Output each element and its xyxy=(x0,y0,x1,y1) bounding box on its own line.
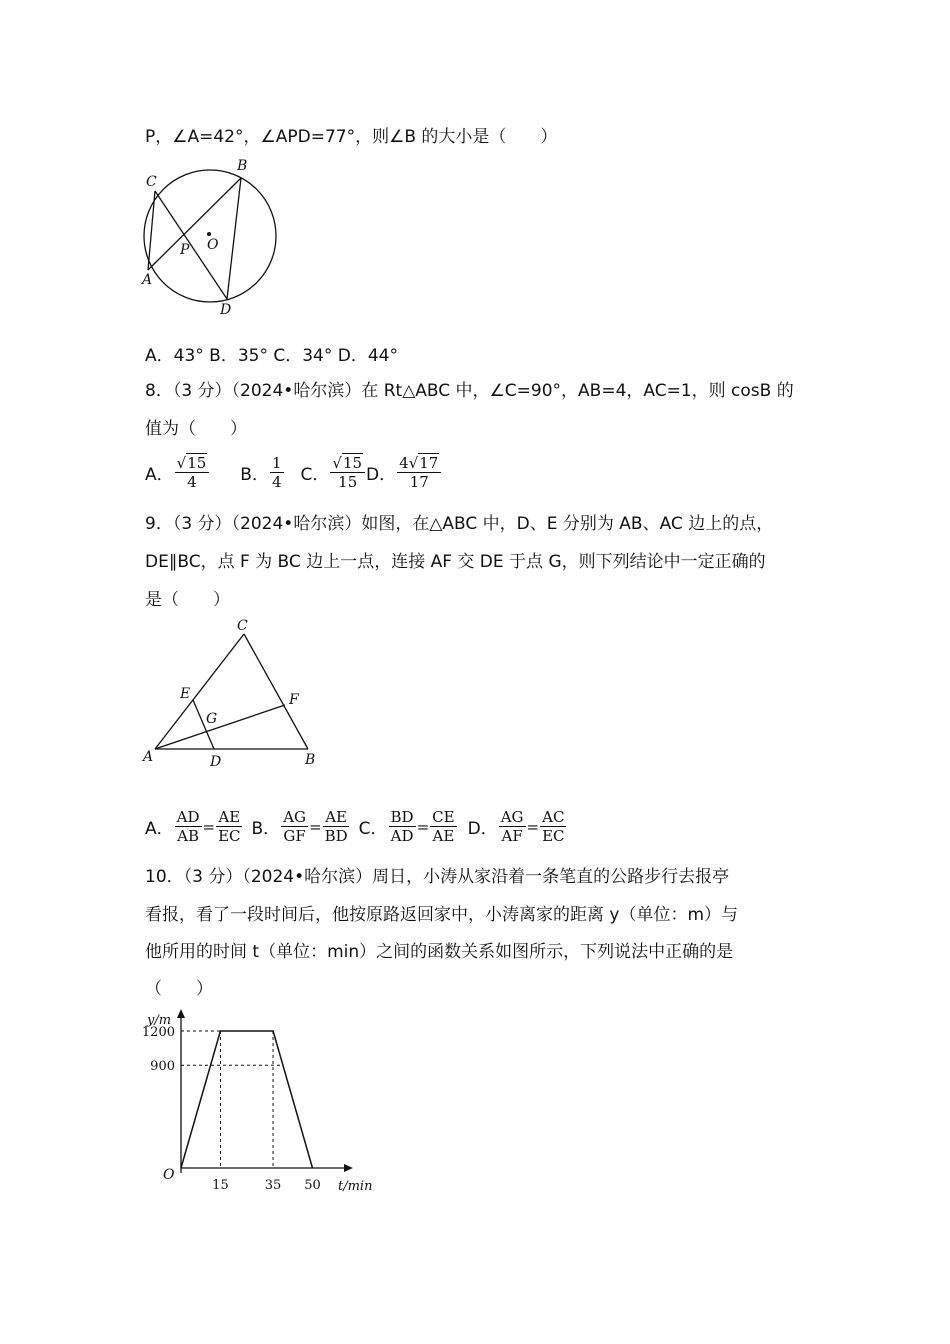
label-b: B xyxy=(237,158,248,174)
q8-opt-d-fraction: $\frac{4√17}{17}$ xyxy=(397,454,441,491)
q7-options: A．43° B．35° C．34° D．44° xyxy=(145,346,398,366)
q9-opt-b-d2: BD xyxy=(324,827,348,845)
label-a: A xyxy=(142,272,153,288)
q9-opt-d-d2: EC xyxy=(542,827,565,845)
chord-ab xyxy=(148,178,241,270)
q9-opt-d-frac1 xyxy=(499,808,526,845)
series-line xyxy=(181,1031,313,1168)
q9-line2: DE∥BC，点 F 为 BC 边上一点，连接 AF 交 DE 于点 G，则下列结论中一定正确的 xyxy=(145,552,766,572)
q9-opt-d-frac2 xyxy=(540,808,566,845)
q9-opt-a-frac2 xyxy=(216,808,242,845)
q7-circle-figure xyxy=(138,156,288,321)
q9-opt-c-label: C． xyxy=(358,819,388,839)
q9-opt-a-n1: AD xyxy=(176,808,200,826)
q10-line1: 10．（3 分）（2024•哈尔滨）周日，小涛从家沿着一条笔直的公路步行去报亭 xyxy=(145,867,730,887)
q9-opt-c-d1: AD xyxy=(390,827,414,845)
label-o: O xyxy=(207,237,219,253)
x-tick-35: 35 xyxy=(264,1178,282,1193)
q9-opt-d-label: D． xyxy=(467,819,498,839)
chord-ca xyxy=(148,191,155,270)
q10-distance-time-chart xyxy=(135,1005,385,1200)
side-ac xyxy=(155,634,244,749)
label-e: E xyxy=(180,686,191,702)
q9-opt-d-d1: AF xyxy=(501,827,523,845)
q9-opt-a-eq: = xyxy=(202,817,216,836)
q9-triangle-figure xyxy=(138,614,328,774)
q9-opt-a-label: A． xyxy=(145,819,174,839)
q9-opt-d-n1: AG xyxy=(500,808,524,826)
q9-opt-a-frac1 xyxy=(175,808,202,845)
q9-opt-b-label: B． xyxy=(251,819,281,839)
q10-line4: （ ） xyxy=(145,979,213,999)
y-tick-1200: 1200 xyxy=(141,1024,175,1040)
y-axis-label: y/m xyxy=(147,1013,172,1028)
q9-opt-a-d2: EC xyxy=(218,827,241,845)
chord-bd xyxy=(227,178,241,299)
q9-opt-c-n2: CE xyxy=(432,808,455,826)
q9-opt-d-n2: AC xyxy=(542,808,565,826)
q8-opt-d-coefficient: 4 xyxy=(399,454,409,472)
q9-options xyxy=(145,808,568,845)
q9-opt-a-n2: AE xyxy=(218,808,241,826)
q8-opt-b-denominator: 4 xyxy=(271,473,282,491)
label-b: B xyxy=(305,752,316,768)
q9-opt-d-eq: = xyxy=(526,817,540,836)
q8-opt-a-fraction: $\frac{√15}{4}$ xyxy=(175,454,210,491)
circle-o xyxy=(144,170,276,302)
q9-opt-b-eq: = xyxy=(309,817,322,836)
label-d: D xyxy=(210,754,222,770)
origin-label: O xyxy=(163,1167,175,1183)
q8-options xyxy=(145,454,442,491)
label-c: C xyxy=(146,174,157,190)
q8-opt-c-radicand: 15 xyxy=(342,454,363,472)
center-dot xyxy=(207,232,211,236)
q9-opt-b-frac2 xyxy=(323,808,350,845)
q9-line3: 是（ ） xyxy=(145,590,230,610)
q8-opt-b-numerator: 1 xyxy=(271,454,282,472)
q10-line2: 看报，看了一段时间后，他按原路返回家中，小涛离家的距离 y（单位：m）与 xyxy=(145,905,739,925)
label-f: F xyxy=(289,692,299,708)
q9-opt-b-n2: AE xyxy=(325,808,348,826)
q8-opt-d-label: D． xyxy=(366,465,397,485)
q9-opt-c-frac1 xyxy=(389,808,416,845)
q9-opt-b-d1: GF xyxy=(283,827,306,845)
q9-line1: 9．（3 分）（2024•哈尔滨）如图，在△ABC 中，D、E 分别为 AB、AC 边上的点， xyxy=(145,514,774,534)
label-p: P xyxy=(180,242,190,258)
q8-opt-b-fraction xyxy=(270,454,284,491)
q8-opt-c-label: C． xyxy=(300,465,330,485)
x-tick-50: 50 xyxy=(304,1178,321,1193)
q8-opt-d-radicand: 17 xyxy=(419,454,439,472)
q8-opt-c-denominator: 15 xyxy=(338,473,358,491)
segment-af xyxy=(155,705,285,749)
label-a: A xyxy=(143,749,154,765)
q8-opt-b-label: B． xyxy=(240,465,269,485)
q8-line2: 值为（ ） xyxy=(145,419,247,439)
q8-opt-a-denominator: 4 xyxy=(187,473,197,491)
q9-opt-b-n1: AG xyxy=(283,808,307,826)
label-c: C xyxy=(237,618,248,634)
x-axis-label: t/min xyxy=(338,1179,373,1194)
y-tick-900: 900 xyxy=(150,1059,175,1075)
q8-opt-a-label: A． xyxy=(145,465,174,485)
q10-line3: 他所用的时间 t（单位：min）之间的函数关系如图所示，下列说法中正确的是 xyxy=(145,942,734,962)
q9-opt-c-d2: AE xyxy=(432,827,455,845)
y-axis-arrow xyxy=(177,1009,185,1018)
x-axis-arrow xyxy=(344,1164,353,1172)
q8-opt-d-denominator: 17 xyxy=(409,473,429,491)
q9-opt-c-frac2 xyxy=(430,808,456,845)
x-tick-15: 15 xyxy=(212,1178,229,1193)
q8-line1: 8．（3 分）（2024•哈尔滨）在 Rt△ABC 中，∠C=90°，AB=4，AC=1，则 cosB 的 xyxy=(145,381,794,401)
label-g: G xyxy=(206,711,218,727)
q9-opt-b-frac1 xyxy=(281,808,308,845)
q9-opt-c-eq: = xyxy=(416,817,430,836)
q7-stem-tail: P，∠A=42°，∠APD=77°，则∠B 的大小是（ ） xyxy=(145,127,558,147)
q8-opt-c-fraction: $\frac{√15}{15}$ xyxy=(330,454,365,491)
guide-lines xyxy=(181,1031,283,1168)
q9-opt-a-d1: AB xyxy=(177,827,199,845)
label-d: D xyxy=(220,302,232,318)
q8-opt-a-radicand: 15 xyxy=(187,454,207,472)
q9-opt-c-n1: BD xyxy=(390,808,414,826)
